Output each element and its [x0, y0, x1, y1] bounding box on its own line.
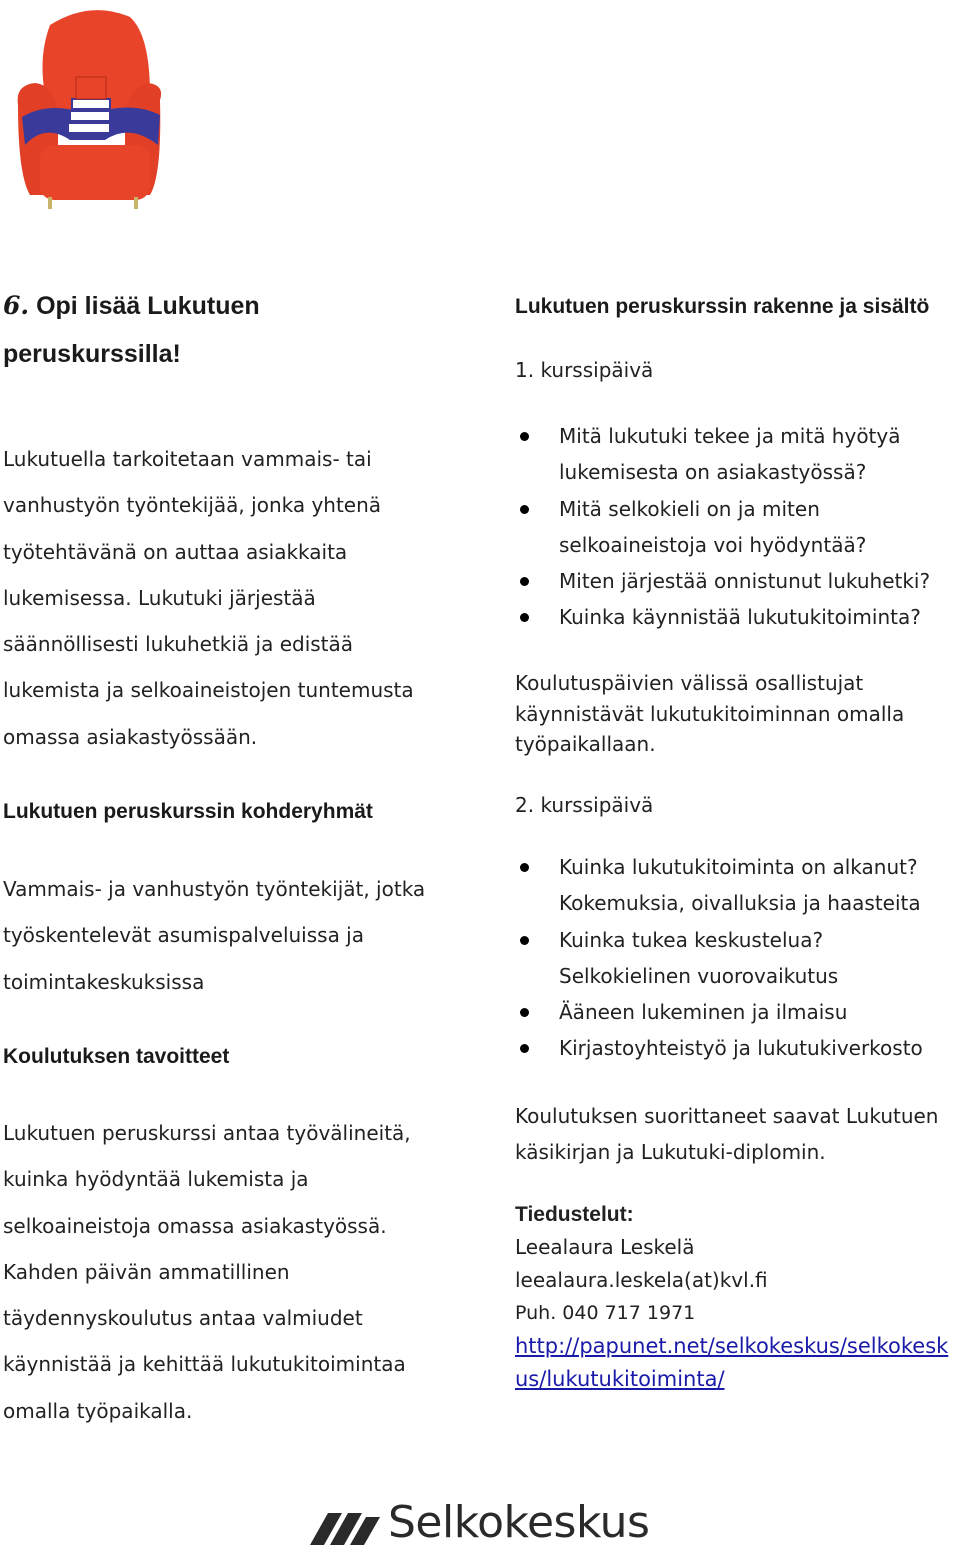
contact-block [515, 1198, 957, 1396]
day1-item [515, 563, 957, 599]
between-line: työpaikallaan. [515, 732, 656, 756]
day1-item [515, 418, 957, 491]
goals-line: kuinka hyödyntää lukemista ja [3, 1167, 309, 1192]
day2-item-line: Kokemuksia, oivalluksia ja haasteita [559, 891, 921, 916]
completion-text [515, 1098, 957, 1170]
day2-item-line: Kuinka lukutukitoiminta on alkanut? [559, 855, 918, 879]
contact-email: leealaura.leskela(at)kvl.fi [515, 1268, 768, 1292]
link-line-2: us/lukutukitoiminta/ [515, 1367, 725, 1391]
target-line: toimintakeskuksissa [3, 969, 205, 994]
day1-item-line: Mitä lukutuki tekee ja mitä hyötyä [559, 424, 901, 448]
contact-phone: Puh. 040 717 1971 [515, 1302, 696, 1324]
intro-paragraph [3, 436, 473, 760]
goals-text [3, 1110, 473, 1434]
intro-line: lukemista ja selkoaineistojen tuntemusta [3, 678, 414, 703]
day1-list [515, 418, 957, 636]
day1-item-line: Miten järjestää onnistunut lukuhetki? [559, 569, 931, 594]
day2-list [515, 849, 957, 1067]
day1-item-line: lukemisesta on asiakastyössä? [559, 460, 867, 485]
day1-item-line: selkoaineistoja voi hyödyntää? [559, 532, 867, 557]
intro-line: lukemisessa. Lukutuki järjestää [3, 585, 316, 610]
logo-text: Selkokeskus [388, 1497, 650, 1548]
structure-heading: Lukutuen peruskurssin rakenne ja sisältö [515, 295, 930, 318]
day1-item-line: Kuinka käynnistää lukutukitoiminta? [559, 605, 921, 630]
day2-item-line: Ääneen lukeminen ja ilmaisu [559, 1000, 848, 1025]
selkokeskus-logo-mark-icon [306, 1505, 386, 1551]
day1-item [515, 599, 957, 635]
day2-label: 2. kurssipäivä [515, 793, 654, 817]
info-link[interactable] [515, 1334, 948, 1391]
day1-item [515, 491, 957, 564]
goals-line: käynnistää ja kehittää lukutukitoimintaa [3, 1352, 406, 1377]
day2-item [515, 1030, 957, 1066]
between-line: Koulutuspäivien välissä osallistujat [515, 671, 864, 695]
target-group-heading: Lukutuen peruskurssin kohderyhmät [3, 800, 373, 823]
target-group-text [3, 866, 473, 1005]
goals-line: Kahden päivän ammatillinen [3, 1259, 290, 1284]
day1-label: 1. kurssipäivä [515, 358, 654, 382]
day1-item-line: Mitä selkokieli on ja miten [559, 496, 820, 521]
title-line-2: peruskurssilla! [3, 340, 181, 368]
goals-line: täydennyskoulutus antaa valmiudet [3, 1306, 363, 1331]
armchair-illustration [10, 5, 170, 210]
intro-line: omassa asiakastyössään. [3, 724, 258, 749]
selkokeskus-logo [306, 1497, 650, 1551]
completion-line: Koulutuksen suorittaneet saavat Lukutuen [515, 1104, 939, 1128]
intro-line: säännöllisesti lukuhetkiä ja edistää [3, 632, 354, 657]
goals-line: omalla työpaikalla. [3, 1398, 193, 1423]
intro-line: vanhustyön työntekijää, jonka yhtenä [3, 493, 382, 518]
day2-item-line: Selkokielinen vuorovaikutus [559, 963, 839, 988]
day2-item [515, 994, 957, 1030]
day2-item [515, 849, 957, 922]
target-line: työskentelevät asumispalveluissa ja [3, 923, 364, 948]
between-line: käynnistävät lukutukitoiminnan omalla [515, 701, 905, 726]
contact-name: Leealaura Leskelä [515, 1235, 695, 1259]
contact-heading: Tiedustelut: [515, 1203, 634, 1226]
title-line-1: Opi lisää Lukutuen [36, 292, 260, 320]
target-line: Vammais- ja vanhustyön työntekijät, jotka [3, 877, 426, 901]
link-line-1: http://papunet.net/selkokeskus/selkokesk [515, 1334, 949, 1358]
day2-item-line: Kuinka tukea keskustelua? [559, 927, 824, 952]
completion-line: käsikirjan ja Lukutuki-diplomin. [515, 1140, 826, 1164]
between-days-text [515, 668, 957, 760]
intro-line: työtehtävänä on auttaa asiakkaita [3, 539, 348, 564]
intro-line: Lukutuella tarkoitetaan vammais- tai [3, 447, 372, 471]
title-number: 6. [3, 291, 30, 320]
goals-heading: Koulutuksen tavoitteet [3, 1045, 230, 1068]
day2-item [515, 922, 957, 995]
main-title [3, 282, 473, 378]
day2-item-line: Kirjastoyhteistyö ja lukutukiverkosto [559, 1036, 923, 1061]
goals-line: Lukutuen peruskurssi antaa työvälineitä, [3, 1121, 411, 1145]
goals-line: selkoaineistoja omassa asiakastyössä. [3, 1213, 387, 1238]
